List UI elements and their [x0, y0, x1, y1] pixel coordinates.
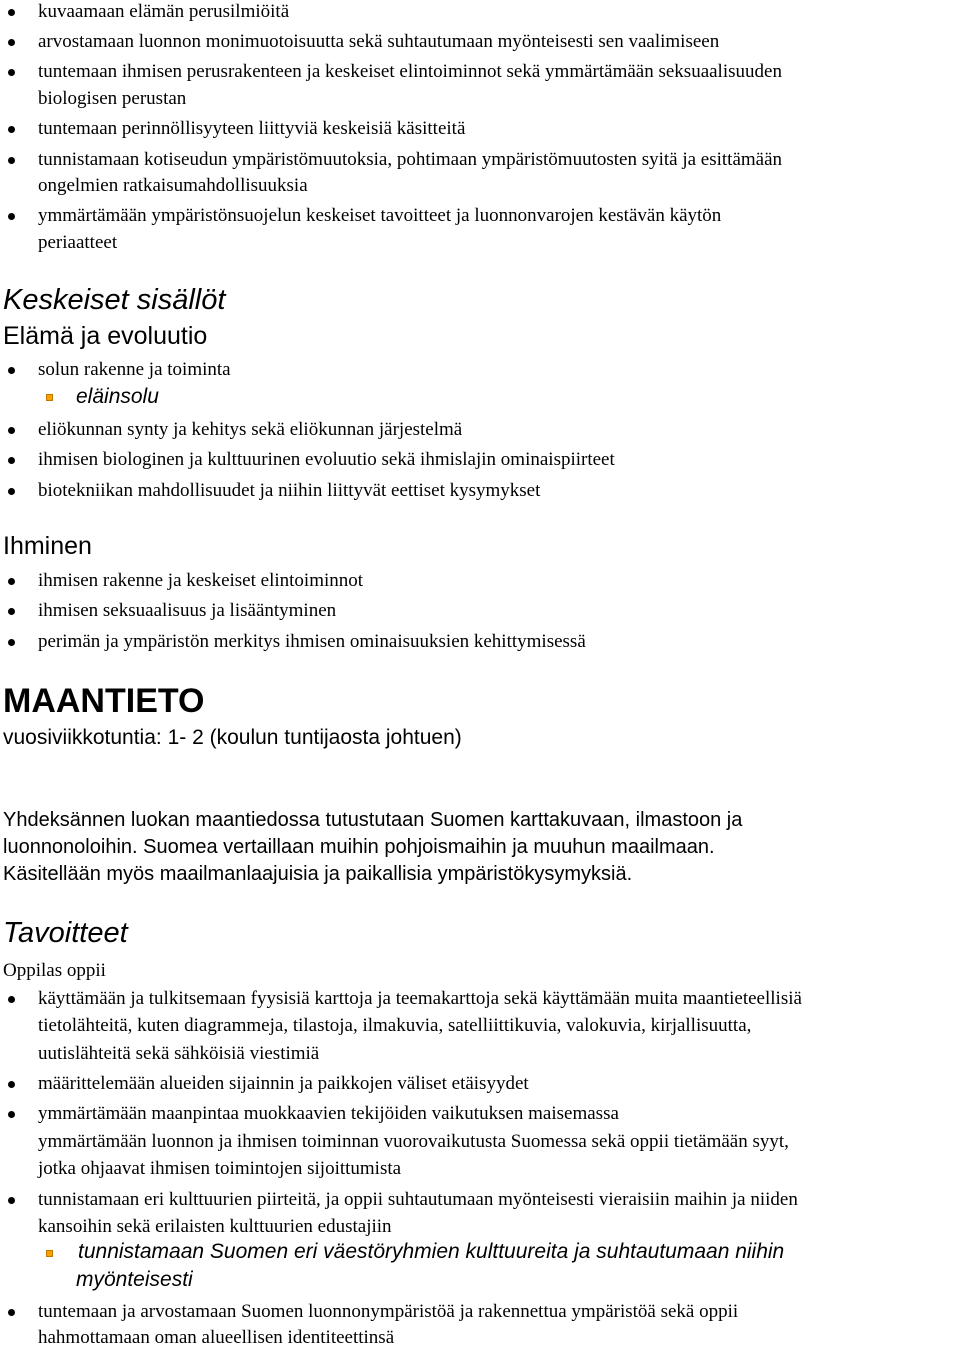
list-item: kuvaamaan elämän perusilmiöitä	[38, 1, 290, 22]
subheading-ihminen: Ihminen	[3, 532, 92, 560]
list-item: ymmärtämään maanpintaa muokkaavien tekijöiden vaikutuksen maisemassa	[38, 1103, 619, 1124]
subheading-elama: Elämä ja evoluutio	[3, 322, 208, 350]
bullet-icon	[8, 367, 15, 374]
list-item: tunnistamaan kotiseudun ympäristömuutoksia, pohtimaan ympäristömuutosten syitä ja esittämään	[38, 149, 783, 170]
list-item-continuation: uutislähteitä sekä sähköisiä viestimiä	[38, 1043, 320, 1064]
bullet-icon	[8, 427, 15, 434]
list-item: ihmisen rakenne ja keskeiset elintoiminnot	[38, 570, 364, 591]
bullet-icon	[8, 157, 15, 164]
list-item: tuntemaan ihmisen perusrakenteen ja keskeiset elintoiminnot sekä ymmärtämään seksuaalisuuden	[38, 61, 782, 82]
bullet-icon	[8, 996, 15, 1003]
list-item: ihmisen seksuaalisuus ja lisääntyminen	[38, 600, 337, 621]
list-item: ihmisen biologinen ja kulttuurinen evoluutio sekä ihmislajin ominaispiirteet	[38, 449, 615, 470]
bullet-icon	[8, 1309, 15, 1316]
bullet-icon	[8, 639, 15, 646]
bullet-icon	[8, 1197, 15, 1204]
bullet-icon	[8, 9, 15, 16]
square-bullet-icon	[46, 394, 53, 401]
bullet-icon	[8, 213, 15, 220]
list-item-continuation: hahmottamaan oman alueellisen identiteettinsä	[38, 1327, 395, 1348]
bullet-icon	[8, 488, 15, 495]
list-item: solun rakenne ja toiminta	[38, 359, 231, 380]
square-bullet-icon	[46, 1250, 53, 1257]
section-heading-keskeiset: Keskeiset sisällöt	[3, 284, 226, 316]
list-item: määrittelemään alueiden sijainnin ja paikkojen väliset etäisyydet	[38, 1073, 529, 1094]
list-item-continuation: ymmärtämään luonnon ja ihmisen toiminnan vuorovaikutusta Suomessa sekä oppii tietämään syyt,	[38, 1131, 789, 1152]
lead-text: Oppilas oppii	[3, 960, 106, 981]
bullet-icon	[8, 39, 15, 46]
list-item: eliökunnan synty ja kehitys sekä eliökunnan järjestelmä	[38, 419, 463, 440]
list-item-continuation: ongelmien ratkaisumahdollisuuksia	[38, 175, 308, 196]
paragraph-line: Yhdeksännen luokan maantiedossa tutustutaan Suomen karttakuvaan, ilmastoon ja	[3, 809, 743, 831]
list-item: käyttämään ja tulkitsemaan fyysisiä karttoja ja teemakarttoja sekä käyttämään muita maantieteellisiä	[38, 988, 802, 1009]
bullet-icon	[8, 578, 15, 585]
list-item-continuation: biologisen perustan	[38, 88, 187, 109]
list-item: tuntemaan ja arvostamaan Suomen luonnonympäristöä ja rakennettua ympäristöä sekä oppii	[38, 1301, 739, 1322]
bullet-icon	[8, 69, 15, 76]
list-item-continuation: periaatteet	[38, 232, 118, 253]
sub-list-item: tunnistamaan Suomen eri väestöryhmien kulttuureita ja suhtautumaan niihin	[78, 1240, 785, 1263]
bullet-icon	[8, 126, 15, 133]
paragraph-line: Käsitellään myös maailmanlaajuisia ja paikallisia ympäristökysymyksiä.	[3, 863, 633, 885]
list-item: ymmärtämään ympäristönsuojelun keskeiset tavoitteet ja luonnonvarojen kestävän käytön	[38, 205, 722, 226]
list-item-continuation: kansoihin sekä erilaisten kulttuurien edustajiin	[38, 1216, 392, 1237]
list-item-continuation: jotka ohjaavat ihmisen toimintojen sijoittumista	[38, 1158, 402, 1179]
list-item: biotekniikan mahdollisuudet ja niihin liittyvät eettiset kysymykset	[38, 480, 541, 501]
list-item: perimän ja ympäristön merkitys ihmisen ominaisuuksien kehittymisessä	[38, 631, 586, 652]
list-item: tunnistamaan eri kulttuurien piirteitä, ja oppii suhtautumaan myönteisesti vieraisiin maihin ja niiden	[38, 1189, 798, 1210]
list-item-continuation: tietolähteitä, kuten diagrammeja, tilastoja, ilmakuvia, satelliittikuvia, valokuvia, kirjallisuutta,	[38, 1015, 752, 1036]
sub-list-item-continuation: myönteisesti	[76, 1268, 193, 1291]
list-item: arvostamaan luonnon monimuotoisuutta sekä suhtautumaan myönteisesti sen vaalimiseen	[38, 31, 720, 52]
subject-title: MAANTIETO	[3, 682, 205, 720]
section-heading-tavoitteet: Tavoitteet	[3, 917, 128, 949]
bullet-icon	[8, 1081, 15, 1088]
sub-list-item: eläinsolu	[76, 385, 159, 408]
bullet-icon	[8, 457, 15, 464]
list-item: tuntemaan perinnöllisyyteen liittyviä keskeisiä käsitteitä	[38, 118, 466, 139]
paragraph-line: luonnonoloihin. Suomea vertaillaan muihin pohjoismaihin ja muuhun maailmaan.	[3, 836, 715, 858]
hours-line: vuosiviikkotuntia: 1- 2 (koulun tuntijaosta johtuen)	[3, 726, 462, 749]
bullet-icon	[8, 608, 15, 615]
bullet-icon	[8, 1111, 15, 1118]
